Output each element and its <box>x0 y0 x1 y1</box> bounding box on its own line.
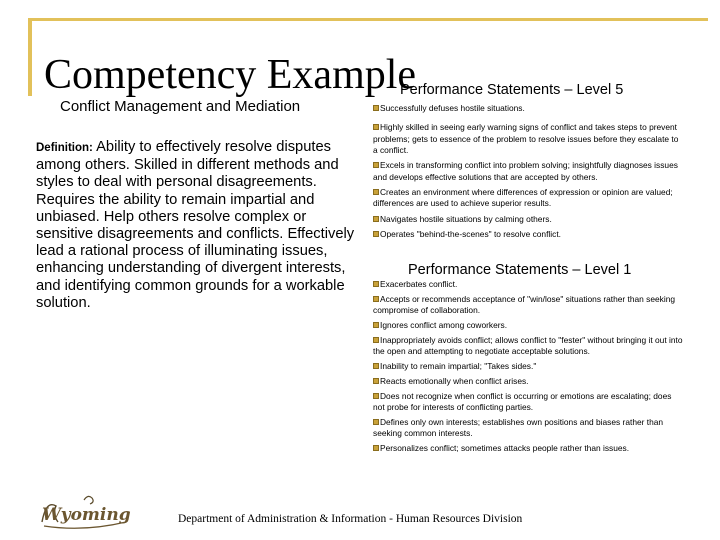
slide-subtitle: Conflict Management and Mediation <box>60 98 301 115</box>
slide-title: Competency Example <box>44 52 417 98</box>
square-bullet-icon <box>373 162 379 168</box>
level1-statement <box>373 361 685 372</box>
definition-label: Definition: <box>36 142 93 154</box>
square-bullet-icon <box>373 363 379 369</box>
level5-statement-text: Highly skilled in seeing early warning signs of conflict and takes steps to prevent problems; gets to essence of the problem to resolve issues before they escalate to a conflict. <box>373 122 679 155</box>
square-bullet-icon <box>373 105 379 111</box>
level5-statement <box>373 214 685 225</box>
square-bullet-icon <box>373 189 379 195</box>
level1-statement <box>373 443 685 454</box>
level1-statement <box>373 335 685 358</box>
square-bullet-icon <box>373 378 379 384</box>
level1-statement <box>373 279 685 290</box>
level5-statement <box>373 229 685 240</box>
square-bullet-icon <box>373 419 379 425</box>
level1-statement-text: Defines only own interests; establishes own positions and biases rather than seeking common interests. <box>373 417 664 439</box>
accent-frame-horizontal <box>28 18 708 21</box>
level5-statement <box>373 160 685 183</box>
level5-list <box>373 103 685 244</box>
level5-statement <box>373 122 685 156</box>
footer-text: Department of Administration & Information - Human Resources Division <box>178 513 523 525</box>
level1-statement-text: Personalizes conflict; sometimes attacks people rather than issues. <box>380 443 630 454</box>
level5-statement-text: Creates an environment where differences of expression or opinion are valued; differences are used to achieve superior results. <box>373 186 673 209</box>
level1-statement <box>373 391 685 414</box>
square-bullet-icon <box>373 281 379 287</box>
square-bullet-icon <box>373 124 379 130</box>
level1-statement-text: Inability to remain impartial; "Takes sides." <box>380 361 537 372</box>
level1-statement <box>373 320 685 331</box>
level5-statement <box>373 187 685 210</box>
level1-statement <box>373 294 685 317</box>
logo-text: Wyoming <box>42 505 131 525</box>
level1-title: Performance Statements – Level 1 <box>408 262 632 278</box>
level1-statement-text: Inappropriately avoids conflict; allows conflict to "fester" without bringing it out into the open and attempting to negotiate acceptable solutions. <box>373 334 683 357</box>
level5-statement-text: Successfully defuses hostile situations. <box>380 103 525 113</box>
level1-statement <box>373 376 685 387</box>
level1-statement-text: Does not recognize when conflict is occurring or emotions are escalating; does not probe for interests of conflicting parties. <box>373 390 672 413</box>
level5-statement-text: Operates "behind-the-scenes" to resolve conflict. <box>380 229 561 240</box>
level5-title: Performance Statements – Level 5 <box>400 82 624 98</box>
level5-statement <box>373 103 685 114</box>
square-bullet-icon <box>373 322 379 328</box>
level1-statement-text: Accepts or recommends acceptance of "win/lose" situations rather than seeking compromise of collaboration. <box>373 293 676 316</box>
level1-statement <box>373 417 685 440</box>
level1-statement-text: Reacts emotionally when conflict arises. <box>380 376 529 387</box>
level5-statement-text: Navigates hostile situations by calming others. <box>380 213 552 224</box>
definition-block <box>36 139 358 312</box>
accent-frame-vertical <box>28 18 32 96</box>
square-bullet-icon <box>373 216 379 222</box>
square-bullet-icon <box>373 296 379 302</box>
level1-list <box>373 279 685 458</box>
square-bullet-icon <box>373 393 379 399</box>
definition-text: Ability to effectively resolve disputes among others. Skilled in different methods and styles to deal with personal disagreements. Requires the ability to remain impartial and unbiased. Help others resolve complex or sensitive disagreements and conflicts. Effectively lead a rational process of illuminating issues, enhancing understanding of divergent interests, and identifying common grounds for a workable solution. <box>36 139 355 311</box>
level1-statement-text: Ignores conflict among coworkers. <box>380 320 508 331</box>
level1-statement-text: Exacerbates conflict. <box>380 279 458 289</box>
wyoming-logo-icon <box>36 492 132 534</box>
square-bullet-icon <box>373 337 379 343</box>
square-bullet-icon <box>373 445 379 451</box>
level5-statement-text: Excels in transforming conflict into problem solving; insightfully diagnoses issues and develops effective solutions that are accepted by others. <box>373 160 678 182</box>
square-bullet-icon <box>373 231 379 237</box>
